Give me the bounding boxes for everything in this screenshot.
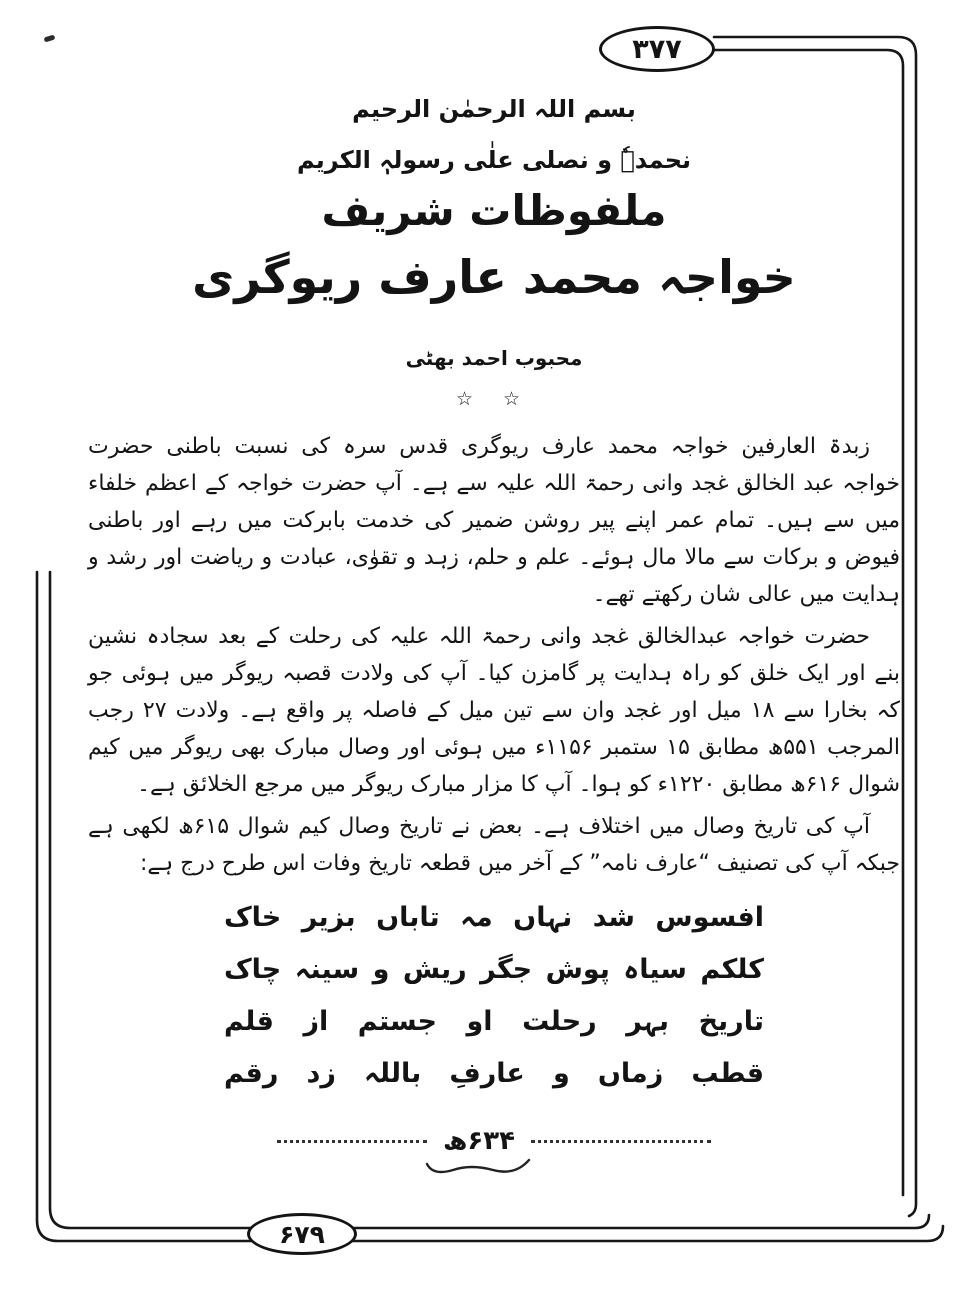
page-number-bottom-oval: [247, 1213, 357, 1255]
book-title: ملفوظات شریف: [321, 186, 667, 235]
tahmid-line: نحمدہٗ و نصلی علٰی رسولہٖ الکریم: [296, 146, 692, 174]
poem-block: [224, 892, 764, 1100]
poem-line-1: افسوس شد نہاں مہ تاباں بزیر خاک: [224, 902, 764, 933]
page-number-bottom: ۶۷۹: [279, 1219, 325, 1249]
paragraph-biography: حضرت خواجہ عبدالخالق غجد وانی رحمۃ اللہ علیہ کی رحلت کے بعد سجادہ نشین بنے اور ایک خلق کو راہ ہدایت پر گامزن کیا۔ آپ کی ولادت قصبہ ریوگر میں ہوئی جو کہ بخارا سے ۱۸ میل اور غجد وان سے تین میل کے فاصلہ پر واقع ہے۔ ولادت ۲۷ رجب المرجب ۵۵۱ھ مطابق ۱۵ ستمبر ۱۱۵۶ء میں ہوئی اور وصال مبارک بھی ریوگر میں کیم شوال ۶۱۶ھ مطابق ۱۲۲۰ء کو ہوا۔ آپ کا مزار مبارک ریوگر میں مرجع الخلائق ہے۔: [88, 624, 901, 797]
body-text: [88, 428, 900, 1164]
poem-line-3: تاریخ بہر رحلت او جستم از قلم: [224, 1006, 764, 1037]
paragraph-intro: زبدۃ العارفین خواجہ محمد عارف ریوگری قدس سرہ کی نسبت باطنی حضرت خواجہ عبد الخالق غجد وانی رحمۃ اللہ علیہ سے ہے۔ آپ حضرت خواجہ کے اعظم خلفاء میں سے ہیں۔ تمام عمر اپنے پیر روشن ضمیر کی خدمت بابرکت میں رہے اور باطنی فیوض و برکات سے مالا مال ہوئے۔ علم و حلم، زہد و تقوٰی، عبادت و ریاضت اور رشد و ہدایت میں عالی شان رکھتے تھے۔: [88, 434, 900, 607]
poem-line-2: کلکم سیاہ پوش جگر ریش و سینہ چاک: [224, 954, 764, 985]
dotted-rule-left: [277, 1139, 427, 1143]
star-divider: ☆ ☆: [455, 388, 533, 410]
poem-line-4: قطب زماں و عارفِ باللہ زد رقم: [224, 1058, 764, 1089]
chronogram-row: [88, 1118, 900, 1164]
book-subtitle: خواجہ محمد عارف ریوگری: [192, 250, 796, 304]
chronogram-date: ۶۳۴ھ: [443, 1126, 515, 1156]
ink-speck: [43, 34, 55, 42]
bismillah-line: بسم اللہ الرحمٰن الرحیم: [352, 95, 636, 123]
dotted-rule-right: [531, 1139, 711, 1143]
paragraph-death-date: آپ کی تاریخ وصال میں اختلاف ہے۔ بعض نے تاریخ وصال کیم شوال ۶۱۵ھ لکھی ہے جبکہ آپ کی تصنیف “عارف نامہ” کے آخر میں قطعہ تاریخ وفات اس طرح درج ہے:: [88, 814, 900, 876]
author-name: محبوب احمد بھٹی: [405, 346, 583, 370]
page-number-top: ۳۷۷: [632, 33, 682, 65]
page-number-top-oval: [599, 26, 715, 72]
chronogram-date-wrap: [433, 1126, 525, 1156]
